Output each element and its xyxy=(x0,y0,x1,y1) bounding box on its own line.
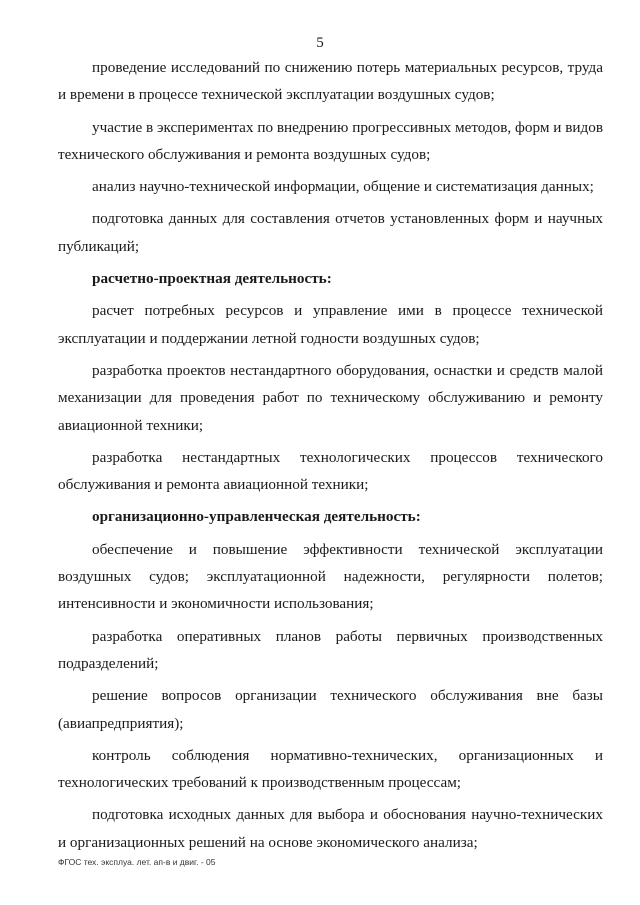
section-heading: организационно-управленческая деятельность: xyxy=(92,508,421,526)
paragraph: разработка нестандартных технологических процессов технического обслуживания и ремонта авиационной техники; xyxy=(58,448,603,494)
paragraph: разработка проектов нестандартного оборудования, оснастки и средств малой механизации для проведения работ по техническому обслуживанию и ремонту авиационной техники; xyxy=(58,361,603,434)
paragraph: проведение исследований по снижению потерь материальных ресурсов, труда и времени в процессе технической эксплуатации воздушных судов; xyxy=(58,59,603,104)
paragraph: подготовка данных для составления отчетов установленных форм и научных публикаций; xyxy=(58,210,603,255)
document-body xyxy=(58,54,603,861)
paragraph: разработка оперативных планов работы первичных производственных подразделений; xyxy=(58,627,603,672)
paragraph: расчет потребных ресурсов и управление ими в процессе технической эксплуатации и поддержании летной годности воздушных судов; xyxy=(58,302,603,347)
paragraph: контроль соблюдения нормативно-технических, организационных и технологических требований к производственным процессам; xyxy=(58,746,603,792)
paragraph: участие в экспериментах по внедрению прогрессивных методов, форм и видов технического обслуживания и ремонта воздушных судов; xyxy=(58,118,603,163)
section-heading: расчетно-проектная деятельность: xyxy=(92,270,332,288)
paragraph: решение вопросов организации технического обслуживания вне базы (авиапредприятия); xyxy=(58,687,603,732)
page-footer: ФГОС тех. эксплуа. лет. ап-в и двиг. - 05 xyxy=(58,857,216,867)
paragraph: анализ научно-технической информации, общение и систематизация данных; xyxy=(92,178,594,196)
paragraph: обеспечение и повышение эффективности технической эксплуатации воздушных судов; эксплуатационной надежности, регулярности полетов; интенсивности и экономичности использования; xyxy=(58,540,603,613)
paragraph: подготовка исходных данных для выбора и обоснования научно-технических и организационных решений на основе экономического анализа; xyxy=(58,806,603,851)
page-number: 5 xyxy=(316,35,324,51)
